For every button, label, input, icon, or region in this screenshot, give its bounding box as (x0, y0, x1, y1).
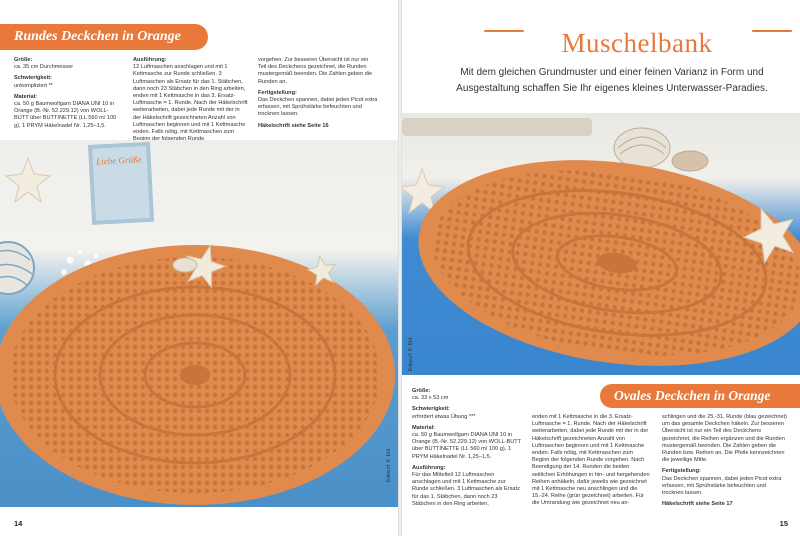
left-col-2 (133, 57, 249, 147)
difficulty-value: erfordert etwas Übung *** (412, 413, 476, 420)
round-doily (0, 245, 395, 505)
seashell-icon (672, 151, 708, 171)
left-banner-title: Rundes Deckchen in Orange (0, 24, 208, 50)
left-page-number: 14 (14, 519, 23, 528)
title-ornament-right (752, 30, 792, 32)
oval-doily (405, 136, 800, 375)
finishing-value: Das Deckchen spannen, dabei jeden Picot extra erfassen, mit Sprühstärke befeuchten und trocknen lassen. (662, 475, 782, 497)
instructions-continued: enden mit 1 Kettmasche in die 3. Ersatz-Luftmasche = 1. Runde. Nach der Häkelschrift weiterarbeiten, dabei jede Runde mit der in der Häkelschrift gezeichneten Anzahl von Luftmaschen beginnen und mit 1 Kettmasche enden. Falls nötig, mit Kettmaschen zum Beginn der folgenden Runde vorgehen. Nach Beendigung der 14. Runden die beiden seitlichen Erhöhungen in hin- und hergehenden Reihen anhäkeln, dafür jeweils wie gezeichnet mit 1 Kettmasche neu anschlingen und die 15.-24. Reihe (grün gezeichnet) arbeiten. Für die Umrandung wie gezeichnet neu an- (532, 414, 650, 507)
size-value: ca. 33 x 53 cm (412, 395, 449, 402)
left-page (0, 0, 398, 536)
material-label: Material: (412, 424, 436, 431)
page-title: Muschelbank (561, 28, 713, 58)
postcard-text: Liebe Grüße (95, 154, 142, 167)
instructions-continued-2: schlingen und die 25.-31. Runde (blau gezeichnet) um das gesamte Deckchen häkeln. Zur besseren Übersicht ist nur ein Teil des Deckchens gezeichnet, die Reihen ergänzen und die Runden mustergemäß beenden. Die Zahlen geben die Runden bzw. Reihen an. Die Pfeile kennzeichnen die jeweilige Mitte. (662, 414, 788, 464)
size-label: Größe: (14, 57, 33, 63)
difficulty-label: Schwierigkeit: (14, 75, 52, 82)
difficulty-label: Schwierigkeit: (412, 406, 450, 413)
instructions-label: Ausführung: (133, 57, 167, 63)
seashell-icon (614, 128, 670, 168)
size-value: ca. 35 cm Durchmesser (14, 64, 74, 71)
right-banner-title: Ovales Deckchen in Orange (600, 384, 800, 408)
postcard (88, 142, 154, 225)
material-label: Material: (14, 93, 38, 100)
chart-reference: Häkelschrift siehe Seite 17 (662, 501, 733, 508)
left-col-1 (14, 57, 122, 134)
finishing-label: Fertigstellung: (258, 89, 297, 96)
finishing-value: Das Deckchen spannen, dabei jeden Picot extra erfassen, mit Sprühstärke befeuchten und trocknen lassen. (258, 97, 378, 118)
round-doily-illustration (0, 140, 398, 507)
chart-reference: Häkelschrift siehe Seite 16 (258, 122, 329, 129)
instructions-continued: vorgehen. Zur besseren Übersicht ist nur ein Teil des Deckchens gezeichnet, die Runden mustergemäß beenden. Die Zahlen geben die Runden an. (258, 57, 373, 85)
right-photo-credit: Entwurf: K. Eid (408, 337, 414, 371)
right-col-2 (532, 414, 652, 512)
intro-text: Mit dem gleichen Grundmuster und einer feinen Varianz in Form und Ausgestaltung schaffen Sie Ihr eigenes kleines Unterwasser-Paradies. (456, 67, 768, 94)
finishing-label: Fertigstellung: (662, 468, 701, 475)
instructions-value: Für das Mittelteil 12 Luftmaschen anschlagen und mit 1 Kettmasche zur Runde schließen. 3 Luftmaschen als Ersatz für das 1. Stäbchen, dann noch 23 Stäbchen in den Ring arbeiten, (412, 472, 520, 507)
seashell-icon (173, 258, 197, 272)
right-page (402, 0, 800, 536)
left-photo-credit: Entwurf: K. Eid (386, 448, 392, 482)
material-value: ca. 50 g Baumwollgarn DIANA UNI 10 in Orange (B.-Nr. 52.229.12) von WOLL-BUTT über BUTTINETTE (LL 560 m/ 100 g), 1 PRYM Häkelnadel Nr. 1,25–1,5. (14, 101, 117, 129)
right-col-3 (662, 414, 788, 512)
right-col-1 (412, 388, 522, 512)
driftwood (402, 118, 592, 136)
round-doily-photo (0, 140, 398, 507)
starfish-icon (6, 158, 50, 202)
instructions-label: Ausführung: (412, 464, 446, 471)
size-label: Größe: (412, 388, 431, 394)
right-page-number: 15 (779, 519, 788, 528)
title-ornament-left (484, 30, 524, 32)
oval-doily-photo (402, 113, 800, 375)
difficulty-value: unkompliziert ** (14, 82, 53, 89)
material-value: ca. 50 g Baumwollgarn DIANA UNI 10 in Orange (B.-Nr. 52.229.12) von WOLL-BUTT über BUTTINETTE (LL 560 m/ 100 g), 1 PRYM Häkelnadel Nr. 1,25–1,5. (412, 432, 522, 460)
oval-doily-illustration (402, 113, 800, 375)
twine-ball (0, 242, 34, 294)
instructions-value: 12 Luftmaschen anschlagen und mit 1 Kettmasche zur Runde schließen. 3 Luftmaschen als Ersatz für das 1. Stäbchen, dann noch 23 Stäbchen in den Ring arbeiten, enden mit 1 Kettmasche in das 3. Ersatz-Luftmasche = 1. Runde. Nach der Häkelschrift weiterarbeiten, dabei jede Runde mit der in der Häkelschrift gezeichneten Anzahl von Luftmaschen beginnen und mit 1 Kettmasche enden. Falls nötig, mit Kettmaschen zum (133, 64, 248, 136)
left-col-3 (258, 57, 378, 134)
